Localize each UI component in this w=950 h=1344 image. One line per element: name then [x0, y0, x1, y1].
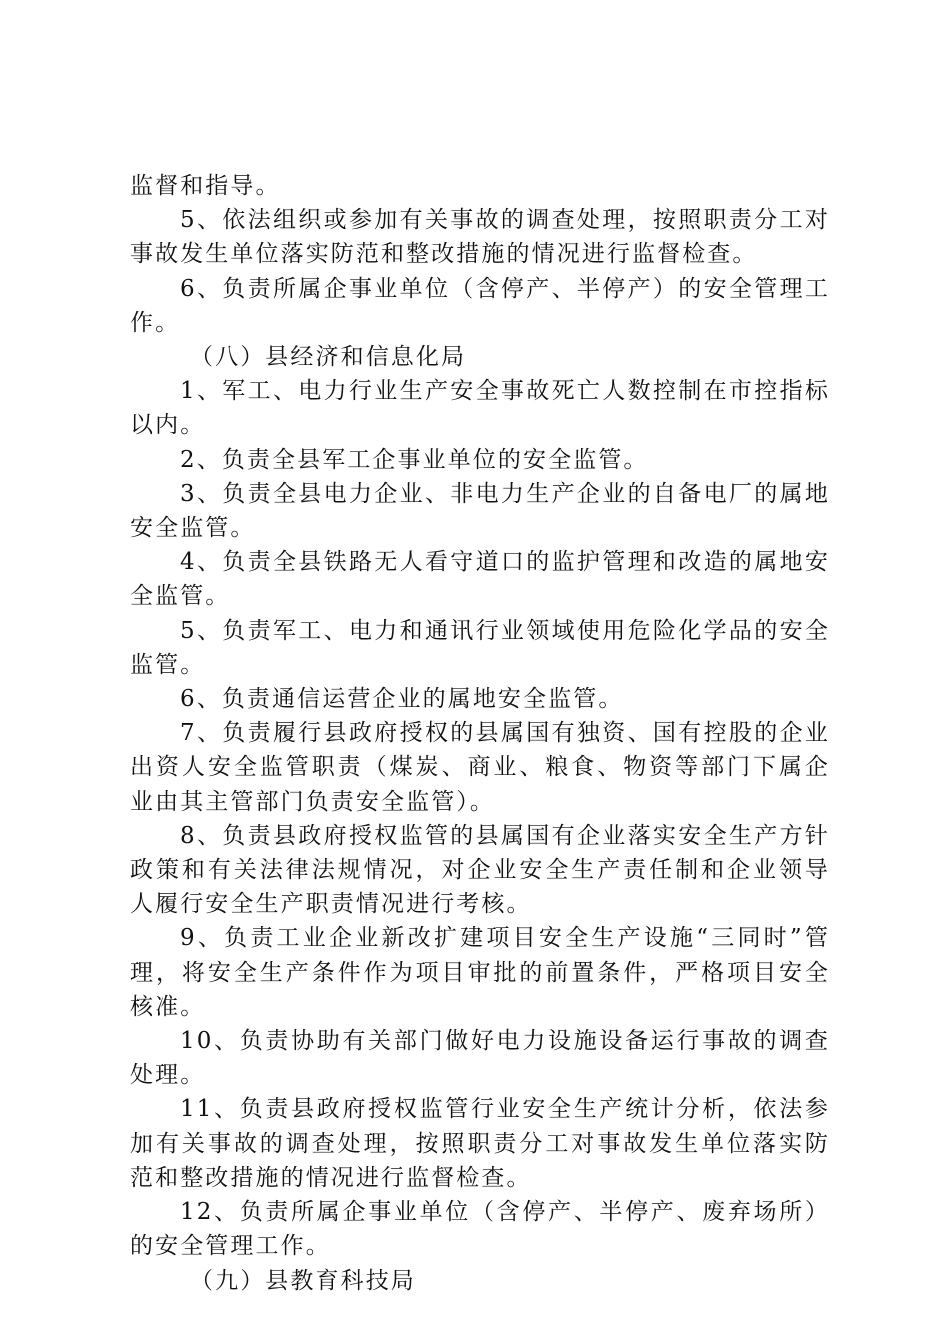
paragraph-item-7-5: 5、依法组织或参加有关事故的调查处理，按照职责分工对事故发生单位落实防范和整改措施的情况进行监督检查。 — [130, 207, 830, 268]
paragraph-item-8-10: 10、负责协助有关部门做好电力设施设备运行事故的调查处理。 — [130, 1028, 830, 1089]
paragraph-item-8-3: 3、负责全县电力企业、非电力生产企业的自备电厂的属地安全监管。 — [130, 480, 830, 542]
paragraph-item-8-8: 8、负责县政府授权监管的县属国有企业落实安全生产方针政策和有关法律法规情况，对企业安全生产责任制和企业领导人履行安全生产职责情况进行考核。 — [130, 822, 830, 918]
paragraph-item-7-6: 6、负责所属企事业单位（含停产、半停产）的安全管理工作。 — [130, 275, 830, 336]
paragraph-item-8-7: 7、负责履行县政府授权的县属国有独资、国有控股的企业出资人安全监管职责（煤炭、商业、粮食、物资等部门下属企业由其主管部门负责安全监管）。 — [130, 720, 830, 815]
paragraph-item-8-1: 1、军工、电力行业生产安全事故死亡人数控制在市控指标以内。 — [130, 378, 830, 439]
paragraph-item-8-4: 4、负责全县铁路无人看守道口的监护管理和改造的属地安全监管。 — [130, 549, 830, 610]
section-heading-8: （八）县经济和信息化局 — [190, 344, 467, 371]
section-heading-9: （九）县教育科技局 — [190, 1267, 416, 1294]
paragraph-item-8-2: 2、负责全县军工企事业单位的安全监管。 — [180, 446, 649, 473]
paragraph-item-8-5: 5、负责军工、电力和通讯行业领域使用危险化学品的安全监管。 — [130, 617, 830, 678]
paragraph-item-8-9: 9、负责工业企业新改扩建项目安全生产设施“三同时”管理，将安全生产条件作为项目审批的前置条件，严格项目安全核准。 — [130, 925, 830, 1020]
paragraph-item-8-12: 12、负责所属企事业单位（含停产、半停产、废弃场所）的安全管理工作。 — [130, 1199, 830, 1260]
paragraph-item-8-11: 11、负责县政府授权监管行业安全生产统计分析，依法参加有关事故的调查处理，按照职责分工对事故发生单位落实防范和整改措施的情况进行监督检查。 — [130, 1096, 830, 1191]
document-body — [130, 169, 830, 1298]
paragraph-continuation: 监督和指导。 — [130, 173, 281, 199]
paragraph-item-8-6: 6、负责通信运营企业的属地安全监管。 — [180, 686, 624, 713]
